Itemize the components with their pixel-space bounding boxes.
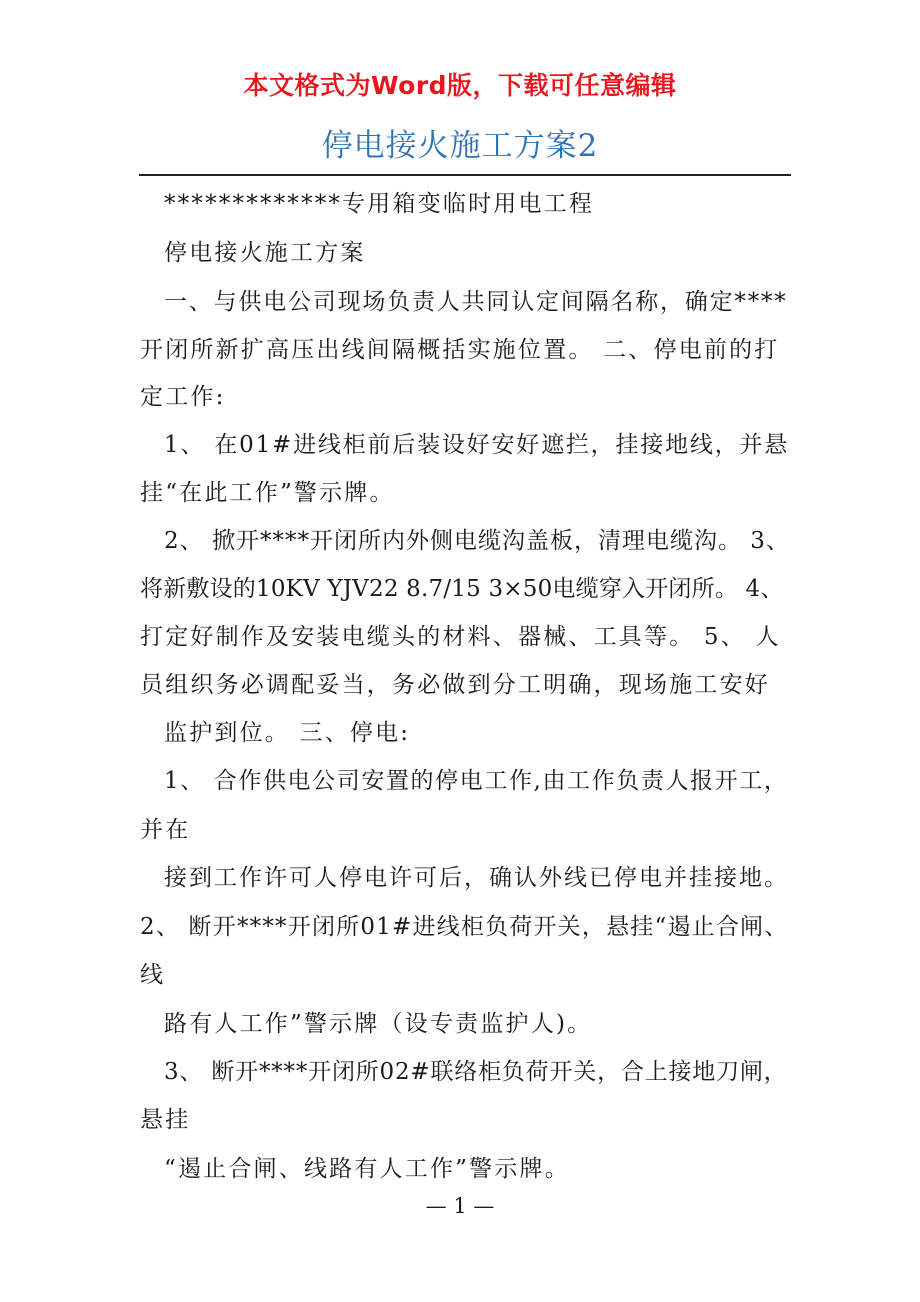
body-line: 挂“在此工作”警示牌。 bbox=[140, 480, 395, 506]
document-title: 停电接火施工方案2 bbox=[321, 128, 599, 164]
download-banner: 本文格式为Word版，下载可任意编辑 bbox=[243, 71, 677, 100]
body-line: 一、与供电公司现场负责人共同认定间隔名称，确定**** bbox=[164, 289, 788, 315]
body-line: 停电接火施工方案 bbox=[164, 240, 366, 266]
body-line: 将新敷设的10KV YJV22 8.7/15 3×50电缆穿入开闭所。 4、 bbox=[140, 576, 784, 602]
body-line: 2、 断开****开闭所01#进线柜负荷开关，悬挂“遏止合闸、 bbox=[140, 914, 789, 940]
body-line: 1、 在01#进线柜前后装设好安好遮拦，挂接地线，并悬 bbox=[164, 432, 790, 458]
header-divider bbox=[139, 174, 791, 176]
body-line: *************专用箱变临时用电工程 bbox=[164, 191, 595, 217]
body-line: “遏止合闸、线路有人工作”警示牌。 bbox=[164, 1156, 570, 1182]
body-line: 线 bbox=[140, 962, 166, 988]
body-line: 定工作: bbox=[140, 384, 226, 410]
body-line: 并在 bbox=[140, 817, 191, 843]
body-line: 打定好制作及安装电缆头的材料、器械、工具等。 5、 人 bbox=[140, 624, 781, 650]
body-line: 2、 掀开****开闭所内外侧电缆沟盖板，清理电缆沟。 3、 bbox=[164, 528, 790, 554]
body-line: 路有人工作”警示牌（设专责监护人)。 bbox=[164, 1011, 593, 1037]
body-line: 悬挂 bbox=[140, 1107, 191, 1133]
body-line: 1、 合作供电公司安置的停电工作,由工作负责人报开工， bbox=[164, 768, 789, 794]
body-line: 开闭所新扩高压出线间隔概括实施位置。 二、停电前的打 bbox=[140, 337, 780, 363]
body-line: 3、 断开****开闭所02#联络柜负荷开关，合上接地刀闸， bbox=[164, 1059, 788, 1085]
body-line: 监护到位。 三、停电: bbox=[164, 720, 411, 746]
page-number: — 1 — bbox=[425, 1194, 495, 1218]
body-line: 接到工作许可人停电许可后，确认外线已停电并挂接地。 bbox=[164, 865, 789, 891]
body-line: 员组织务必调配妥当，务必做到分工明确，现场施工安好 bbox=[140, 672, 770, 698]
